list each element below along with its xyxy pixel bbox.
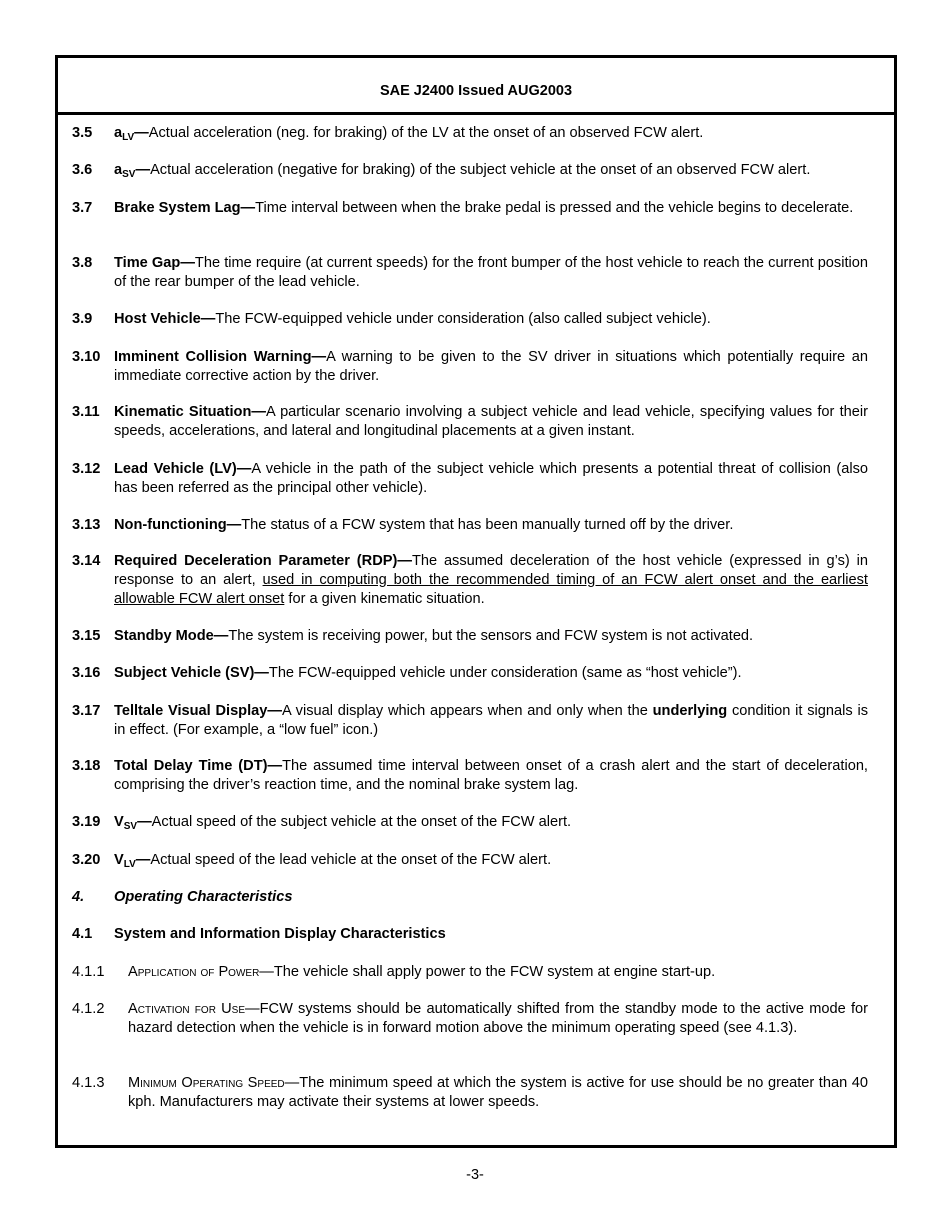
definition-3-12 — [72, 460, 868, 498]
definition-number: 3.16 — [72, 665, 101, 681]
bold-word: underlying — [652, 703, 728, 719]
definition-term: Total Delay Time (DT)— — [114, 758, 283, 774]
definition-term: Time Gap— — [114, 255, 195, 271]
document-title: SAE J2400 Issued AUG2003 — [379, 83, 573, 99]
subsection-number: 4.1.3 — [72, 1075, 105, 1091]
definition-text: Actual speed of the subject vehicle at the onset of the FCW alert. — [151, 814, 572, 830]
definition-3-16 — [72, 664, 868, 683]
term-subscript: LV — [122, 132, 135, 143]
definition-term: Subject Vehicle (SV)— — [114, 665, 269, 681]
page-header — [58, 58, 894, 115]
definition-term: Non-functioning— — [114, 517, 242, 533]
definition-3-11 — [72, 403, 868, 441]
definition-text: Time interval between when the brake pedal is pressed and the vehicle begins to decelerate. — [255, 200, 854, 216]
definition-text-end: condition it signals is in effect. (For example, a “low fuel” icon.) — [114, 703, 868, 738]
term-subscript: SV — [123, 821, 138, 832]
definition-3-9 — [72, 310, 868, 329]
subsection-4-1-3 — [72, 1074, 868, 1112]
definition-3-19: 3.19 $V_{SV}—Actual$ speed of the subject vehicle at the onset of the FCW alert. — [72, 814, 572, 832]
definition-term: a — [114, 162, 123, 178]
definition-3-17 — [72, 702, 868, 740]
definition-term: a — [114, 125, 123, 141]
definition-3-18 — [72, 757, 868, 795]
definition-term: V — [114, 852, 124, 868]
definition-term: Imminent Collision Warning— — [114, 349, 327, 365]
subsection-4-1-1 — [72, 963, 868, 982]
definition-term: Kinematic Situation— — [114, 404, 266, 420]
definition-3-6: 3.6 $a_{SV}—Actual$ acceleration (negative for braking) of the subject vehicle at the onset of an observed FCW alert. — [72, 162, 811, 180]
definition-text: The assumed time interval between onset of a crash alert and the start of deceleration, comprising the driver’s reaction time, and the nominal brake system lag. — [114, 758, 868, 793]
definition-term: Host Vehicle— — [114, 311, 216, 327]
subsection-text: FCW systems should be automatically shifted from the standby mode to the active mode for hazard detection when the vehicle is in forward motion above the minimum operating speed (see 4.1.3). — [128, 1001, 869, 1036]
definition-term: Telltale Visual Display— — [114, 703, 282, 719]
underlined-text: used in computing both the recommended timing of an FCW alert onset and the earliest allowable FCW alert onset — [114, 572, 868, 607]
page-frame — [55, 55, 897, 1148]
section-title: Operating Characteristics — [114, 889, 293, 905]
definition-number: 3.6 — [72, 162, 93, 178]
definition-number: 3.15 — [72, 628, 101, 644]
page-number: -3- — [466, 1167, 484, 1183]
section-heading-4-1 — [72, 925, 868, 944]
definition-3-20: 3.20 $V_{LV}—Actual$ speed of the lead vehicle at the onset of the FCW alert. — [72, 852, 552, 870]
definition-text-end: for a given kinematic situation. — [284, 591, 485, 607]
section-number: 4. — [72, 889, 85, 905]
definition-number: 3.17 — [72, 703, 101, 719]
definition-term: Standby Mode— — [114, 628, 229, 644]
definition-3-5: 3.5 $a_{LV}—Actual$ acceleration (neg. for braking) of the LV at the onset of an observed FCW alert. — [72, 125, 704, 143]
definition-3-7 — [72, 199, 868, 218]
term-subscript: SV — [122, 169, 136, 180]
definition-text: The system is receiving power, but the sensors and FCW system is not activated. — [228, 628, 754, 644]
definition-number: 3.18 — [72, 758, 101, 774]
subsection-4-1-2 — [72, 1000, 868, 1038]
definition-text: A visual display which appears when and only when the — [281, 703, 653, 719]
subsection-text: The minimum speed at which the system is active for use should be no greater than 40 kph. Manufacturers may activate their systems at lower speeds. — [128, 1075, 868, 1110]
definition-term: Required Deceleration Parameter (RDP)— — [114, 553, 412, 569]
definition-text: The FCW-equipped vehicle under consideration (same as “host vehicle”). — [268, 665, 742, 681]
definition-number: 3.7 — [72, 200, 93, 216]
definition-3-13 — [72, 516, 868, 535]
definition-number: 3.10 — [72, 349, 101, 365]
subsection-title: Activation for Use— — [128, 1001, 260, 1017]
definition-number: 3.11 — [72, 404, 100, 420]
definition-text: The assumed deceleration of the host vehicle (expressed in g’s) in response to an alert, — [114, 553, 868, 588]
definition-term: Lead Vehicle (LV)— — [114, 461, 252, 477]
definition-number: 3.9 — [72, 311, 93, 327]
definition-text: The time require (at current speeds) for the front bumper of the host vehicle to reach the current position of the rear bumper of the lead vehicle. — [114, 255, 868, 290]
term-subscript: LV — [123, 859, 136, 870]
definition-number: 3.14 — [72, 553, 101, 569]
definition-text: The status of a FCW system that has been manually turned off by the driver. — [241, 517, 734, 533]
definition-text: A warning to be given to the SV driver in situations which potentially require an immediate corrective action by the driver. — [114, 349, 868, 384]
definition-number: 3.13 — [72, 517, 101, 533]
definition-3-14 — [72, 552, 868, 609]
subsection-title: Application of Power— — [128, 964, 274, 980]
definition-number: 3.8 — [72, 255, 93, 271]
definition-term: Brake System Lag— — [114, 200, 256, 216]
definition-text: The FCW-equipped vehicle under consideration (also called subject vehicle). — [215, 311, 711, 327]
section-heading-4 — [72, 888, 868, 907]
definition-number: 3.19 — [72, 814, 101, 830]
definition-text: Actual acceleration (negative for braking) of the subject vehicle at the onset of an observed FCW alert. — [150, 162, 811, 178]
subsection-title: Minimum Operating Speed— — [128, 1075, 300, 1091]
definition-3-15 — [72, 627, 868, 646]
subsection-number: 4.1.2 — [72, 1001, 105, 1017]
definition-number: 3.20 — [72, 852, 101, 868]
definition-number: 3.5 — [72, 125, 93, 141]
definition-text: Actual speed of the lead vehicle at the onset of the FCW alert. — [150, 852, 552, 868]
definition-term: V — [114, 814, 124, 830]
definition-3-10 — [72, 348, 868, 386]
definition-number: 3.12 — [72, 461, 101, 477]
subsection-number: 4.1.1 — [72, 964, 105, 980]
definition-text: A vehicle in the path of the subject vehicle which presents a potential threat of collision (also has been referred as the principal other vehicle). — [114, 461, 868, 496]
definition-text: Actual acceleration (neg. for braking) of the LV at the onset of an observed FCW alert. — [148, 125, 704, 141]
section-number: 4.1 — [72, 926, 93, 942]
subsection-text: The vehicle shall apply power to the FCW system at engine start-up. — [273, 964, 716, 980]
section-title: System and Information Display Characteristics — [114, 926, 446, 942]
definition-text: A particular scenario involving a subject vehicle and lead vehicle, specifying values for their speeds, accelerations, and lateral and longitudinal placements at a given instant. — [114, 404, 868, 439]
definition-3-8 — [72, 254, 868, 292]
